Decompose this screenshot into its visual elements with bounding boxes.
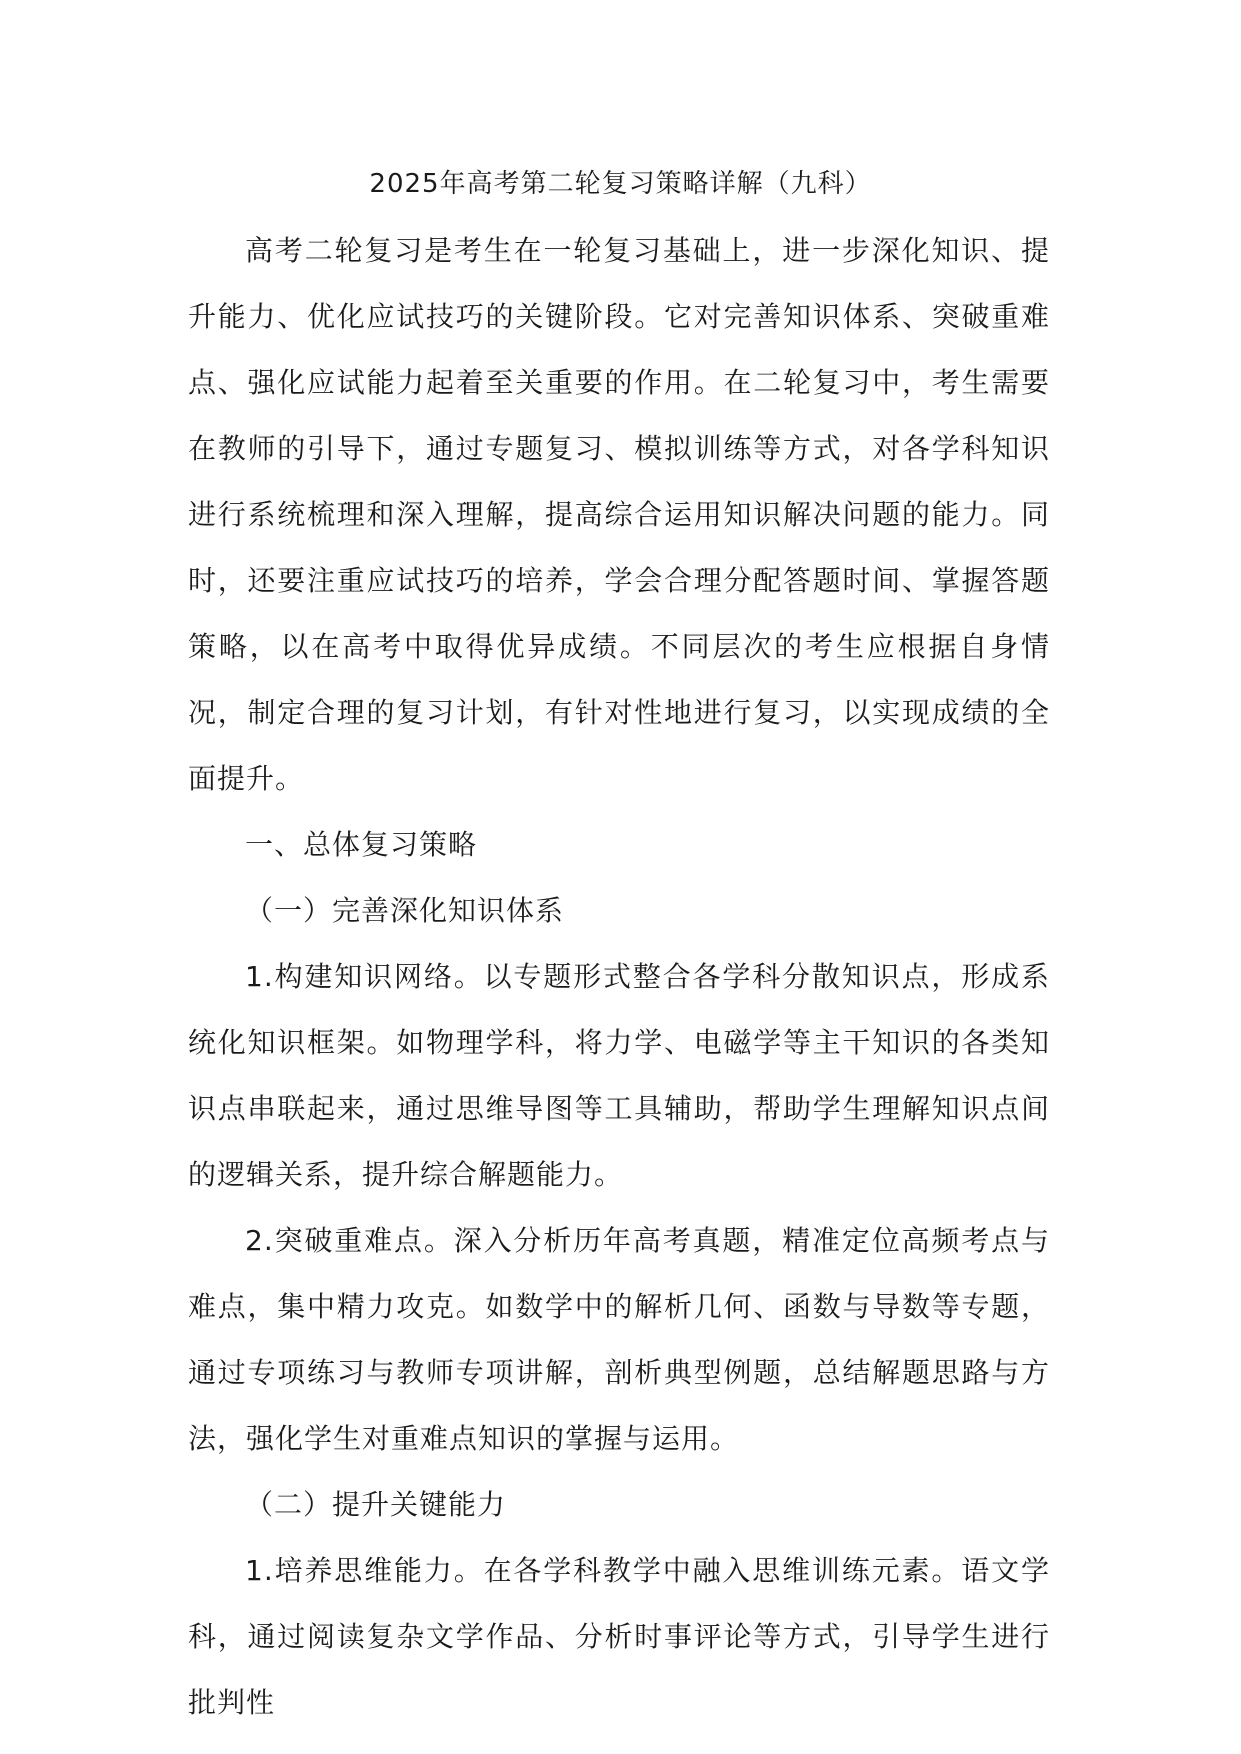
document-body	[188, 218, 1050, 1736]
paragraph-build-knowledge-network: 1.构建知识网络。以专题形式整合各学科分散知识点，形成系统化知识框架。如物理学科，将力学、电磁学等主干知识的各类知识点串联起来，通过思维导图等工具辅助，帮助学生理解知识点间的逻辑关系，提升综合解题能力。	[188, 960, 1050, 1191]
paragraph-break-difficulties: 2.突破重难点。深入分析历年高考真题，精准定位高频考点与难点，集中精力攻克。如数学中的解析几何、函数与导数等专题，通过专项练习与教师专项讲解，剖析典型例题，总结解题思路与方法，强化学生对重难点知识的掌握与运用。	[188, 1224, 1050, 1455]
section-heading-overall-strategy: 一、总体复习策略	[245, 828, 478, 861]
intro-paragraph: 高考二轮复习是考生在一轮复习基础上，进一步深化知识、提升能力、优化应试技巧的关键阶段。它对完善知识体系、突破重难点、强化应试能力起着至关重要的作用。在二轮复习中，考生需要在教师的引导下，通过专题复习、模拟训练等方式，对各学科知识进行系统梳理和深入理解，提高综合运用知识解决问题的能力。同时，还要注重应试技巧的培养，学会合理分配答题时间、掌握答题策略，以在高考中取得优异成绩。不同层次的考生应根据自身情况，制定合理的复习计划，有针对性地进行复习，以实现成绩的全面提升。	[188, 234, 1050, 795]
document-title: 2025年高考第二轮复习策略详解（九科）	[369, 169, 872, 199]
subsection-heading-key-abilities: （二）提升关键能力	[245, 1488, 507, 1521]
paragraph-thinking-ability: 1.培养思维能力。在各学科教学中融入思维训练元素。语文学科，通过阅读复杂文学作品、分析时事评论等方式，引导学生进行批判性	[188, 1554, 1050, 1719]
subsection-heading-knowledge-system: （一）完善深化知识体系	[245, 894, 565, 927]
